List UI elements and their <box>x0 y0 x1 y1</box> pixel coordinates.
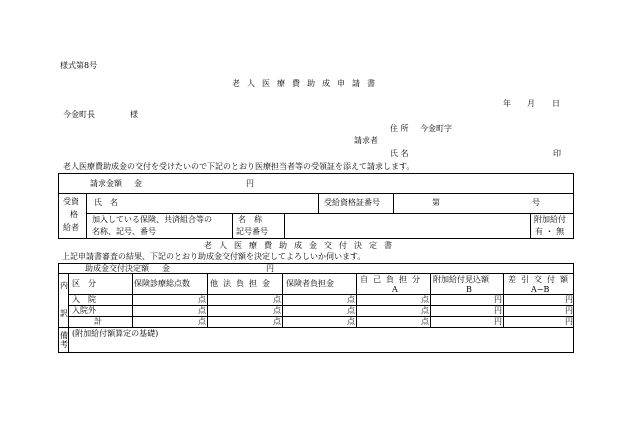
address-value: 今金町字 <box>420 124 452 133</box>
unit-label: 点 <box>198 317 206 326</box>
decision-text: 上記申請書審査の結果、下記のとおり助成金交付額を決定してよろしいか伺います。 <box>62 252 366 261</box>
claim-yen: 円 <box>246 179 254 188</box>
remarks-side-label: 備 <box>60 331 68 340</box>
insurance-label: 加入している保険、共済組合等の <box>92 215 212 224</box>
divider <box>86 193 87 239</box>
intro-text: 老人医療費助成金の交付を受けたいので下記のとおり医療担当者等の受領証を添えて請求します。 <box>63 162 415 171</box>
remarks-text: (附加給付額算定の基礎) <box>72 329 159 338</box>
unit-label: 点 <box>273 295 281 304</box>
divider <box>503 273 504 327</box>
divider <box>207 273 208 327</box>
date-month: 月 <box>527 99 535 108</box>
date-year: 年 <box>503 99 511 108</box>
unit-label: 点 <box>347 317 355 326</box>
decision-gold: 金 <box>162 264 170 273</box>
claim-amount-label: 請求金額 <box>90 179 122 188</box>
form-title: 老人医療費助成申請書 <box>232 79 382 88</box>
breakdown-side-label: 訳 <box>60 309 68 318</box>
divider <box>318 193 319 213</box>
unit-label: 点 <box>421 317 429 326</box>
divider <box>132 273 133 327</box>
recipient-name-label: 氏 名 <box>94 198 118 207</box>
additional-benefit-label: 附加給付 <box>534 215 566 224</box>
unit-label: 点 <box>347 306 355 315</box>
remarks-side-label: 考 <box>60 340 68 349</box>
unit-label: 点 <box>347 295 355 304</box>
header-other-law: 他法負担金 <box>210 279 275 288</box>
decision-title: 老人医療費助成金交付決定書 <box>204 241 399 250</box>
cert-prefix: 第 <box>432 198 440 207</box>
divider <box>284 213 285 239</box>
form-number: 様式第8号 <box>60 61 98 70</box>
recipient-side-label: 受資 <box>63 197 79 206</box>
divider <box>430 273 431 327</box>
addressee-honorific: 様 <box>130 110 138 119</box>
divider <box>68 273 69 353</box>
decision-yen: 円 <box>266 264 274 273</box>
unit-label: 点 <box>421 295 429 304</box>
header-category: 区 分 <box>72 279 96 288</box>
divider <box>356 273 357 327</box>
header-additional-sub: B <box>466 285 472 294</box>
unit-label: 点 <box>273 306 281 315</box>
divider <box>232 213 233 239</box>
header-insurance-points: 保険診療総点数 <box>134 279 190 288</box>
breakdown-side-label: 内 <box>60 281 68 290</box>
insurance-label: 名称、記号、番号 <box>92 227 156 236</box>
cert-suffix: 号 <box>532 198 540 207</box>
unit-label: 円 <box>494 295 502 304</box>
divider <box>58 273 574 274</box>
header-self-burden: 自己負担分 <box>360 275 425 284</box>
unit-label: 点 <box>273 317 281 326</box>
header-insurer-burden: 保険者負担金 <box>286 279 334 288</box>
claimant-label: 請求者 <box>354 136 378 145</box>
row-label: 計 <box>94 317 102 326</box>
address-label: 住 所 <box>390 124 409 133</box>
row-label: 入 院 <box>72 295 96 304</box>
header-net-payment-sub: A−B <box>531 285 550 294</box>
claim-gold: 金 <box>134 179 142 188</box>
recipient-side-label: 給者 <box>63 223 79 232</box>
unit-label: 円 <box>494 306 502 315</box>
row-label: 入院外 <box>72 306 96 315</box>
applicant-name-label: 氏 名 <box>390 149 409 158</box>
divider <box>282 273 283 327</box>
insurance-number-label: 記号番号 <box>236 227 268 236</box>
unit-label: 円 <box>494 317 502 326</box>
seal-mark: 印 <box>553 149 561 158</box>
unit-label: 円 <box>565 306 573 315</box>
header-additional-estimate: 附加給付見込額 <box>433 275 489 284</box>
unit-label: 点 <box>421 306 429 315</box>
divider <box>58 193 574 194</box>
header-self-burden-sub: A <box>392 285 398 294</box>
additional-benefit-value: 有 ・ 無 <box>535 227 565 236</box>
cert-number-label: 受給資格証番号 <box>324 198 380 207</box>
divider <box>393 193 394 213</box>
unit-label: 点 <box>198 295 206 304</box>
recipient-side-label: 格 <box>70 210 78 219</box>
header-net-payment: 差引交付額 <box>508 275 573 284</box>
addressee-town: 今金町長 <box>63 110 95 119</box>
divider <box>86 213 574 214</box>
divider <box>58 327 574 328</box>
unit-label: 点 <box>198 306 206 315</box>
unit-label: 円 <box>565 295 573 304</box>
decision-amount-label: 助成金交付決定額 <box>85 264 149 273</box>
divider <box>530 213 531 239</box>
unit-label: 円 <box>565 317 573 326</box>
insurance-name-label: 名 称 <box>238 215 262 224</box>
date-day: 日 <box>552 99 560 108</box>
